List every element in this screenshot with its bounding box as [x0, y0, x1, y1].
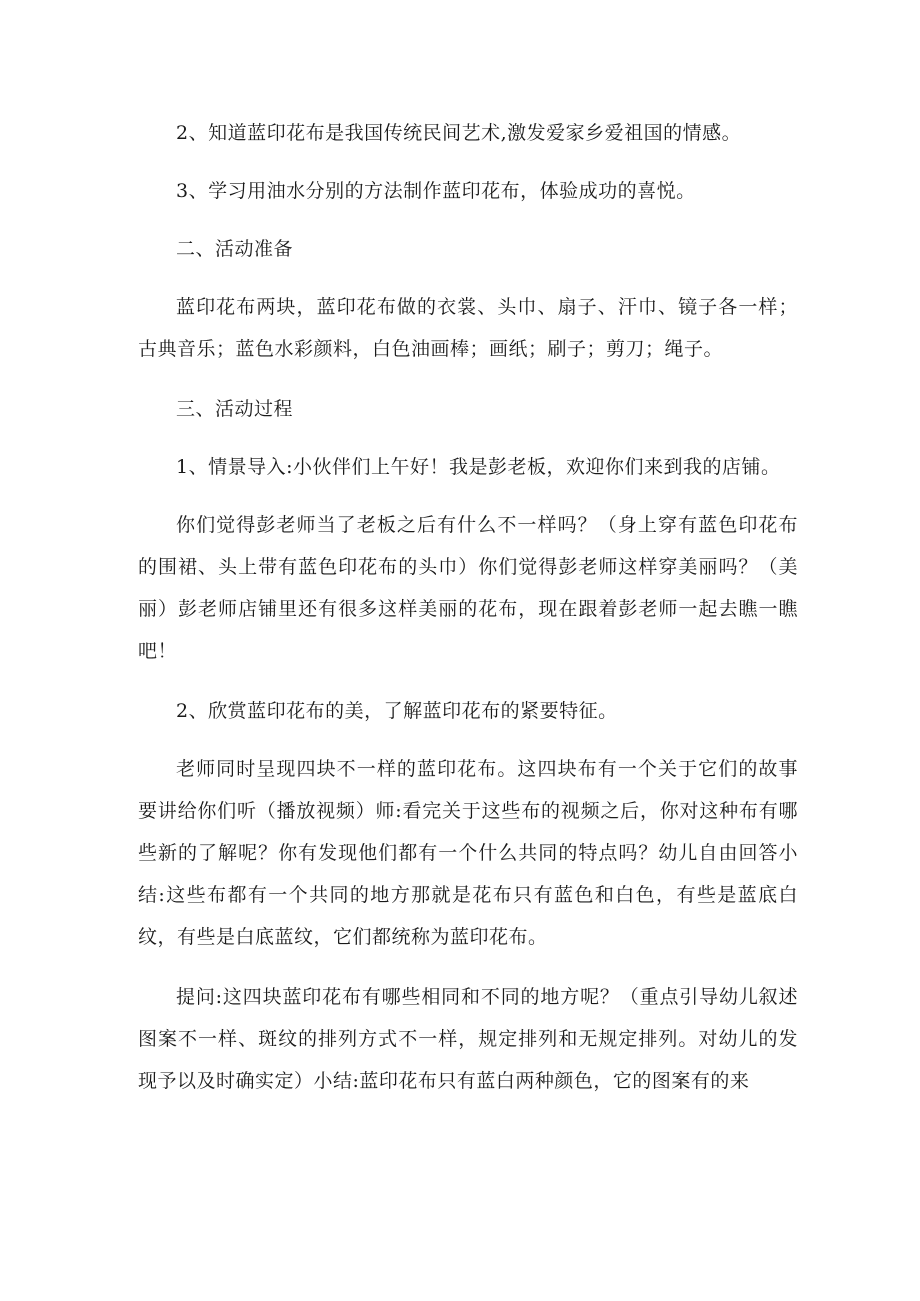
paragraph-objective-3: 3、学习用油水分别的方法制作蓝印花布，体验成功的喜悦。 — [176, 180, 696, 202]
section-heading-process: 三、活动过程 — [176, 398, 294, 420]
paragraph-teacher-presents: 老师同时呈现四块不一样的蓝印花布。这四块布有一个关于它们的故事要讲给你们听（播放视频）师:看完关于这些布的视频之后，你对这种布有哪些新的了解呢？你有发现他们都有一个什么共同的特点吗？幼儿自由回答小结:这些布都有一个共同的地方那就是花布只有蓝色和白色，有些是蓝底白纹，有些是白底蓝纹，它们都统称为蓝印花布。 — [138, 758, 798, 948]
paragraph-step-2: 2、欣赏蓝印花布的美，了解蓝印花布的紧要特征。 — [176, 700, 618, 722]
paragraph-step-1: 1、情景导入:小伙伴们上午好！我是彭老板，欢迎你们来到我的店铺。 — [176, 456, 781, 478]
paragraph-question-summary: 提问:这四块蓝印花布有哪些相同和不同的地方呢？（重点引导幼儿叙述图案不一样、斑纹的排列方式不一样，规定排列和无规定排列。对幼儿的发现予以及时确实定）小结:蓝印花布只有蓝白两种颜色，它的图案有的来 — [138, 986, 798, 1092]
document-page — [138, 112, 798, 1102]
paragraph-intro-dialogue: 你们觉得彭老师当了老板之后有什么不一样吗？（身上穿有蓝色印花布的围裙、头上带有蓝色印花布的头巾）你们觉得彭老师这样穿美丽吗？（美丽）彭老师店铺里还有很多这样美丽的花布，现在跟着彭老师一起去瞧一瞧吧！ — [138, 514, 798, 662]
paragraph-materials: 蓝印花布两块，蓝印花布做的衣裳、头巾、扇子、汗巾、镜子各一样；古典音乐；蓝色水彩颜料，白色油画棒；画纸；刷子；剪刀；绳子。 — [138, 296, 798, 360]
section-heading-preparation: 二、活动准备 — [176, 238, 294, 260]
paragraph-objective-2: 2、知道蓝印花布是我国传统民间艺术,激发爱家乡爱祖国的情感。 — [176, 122, 742, 144]
